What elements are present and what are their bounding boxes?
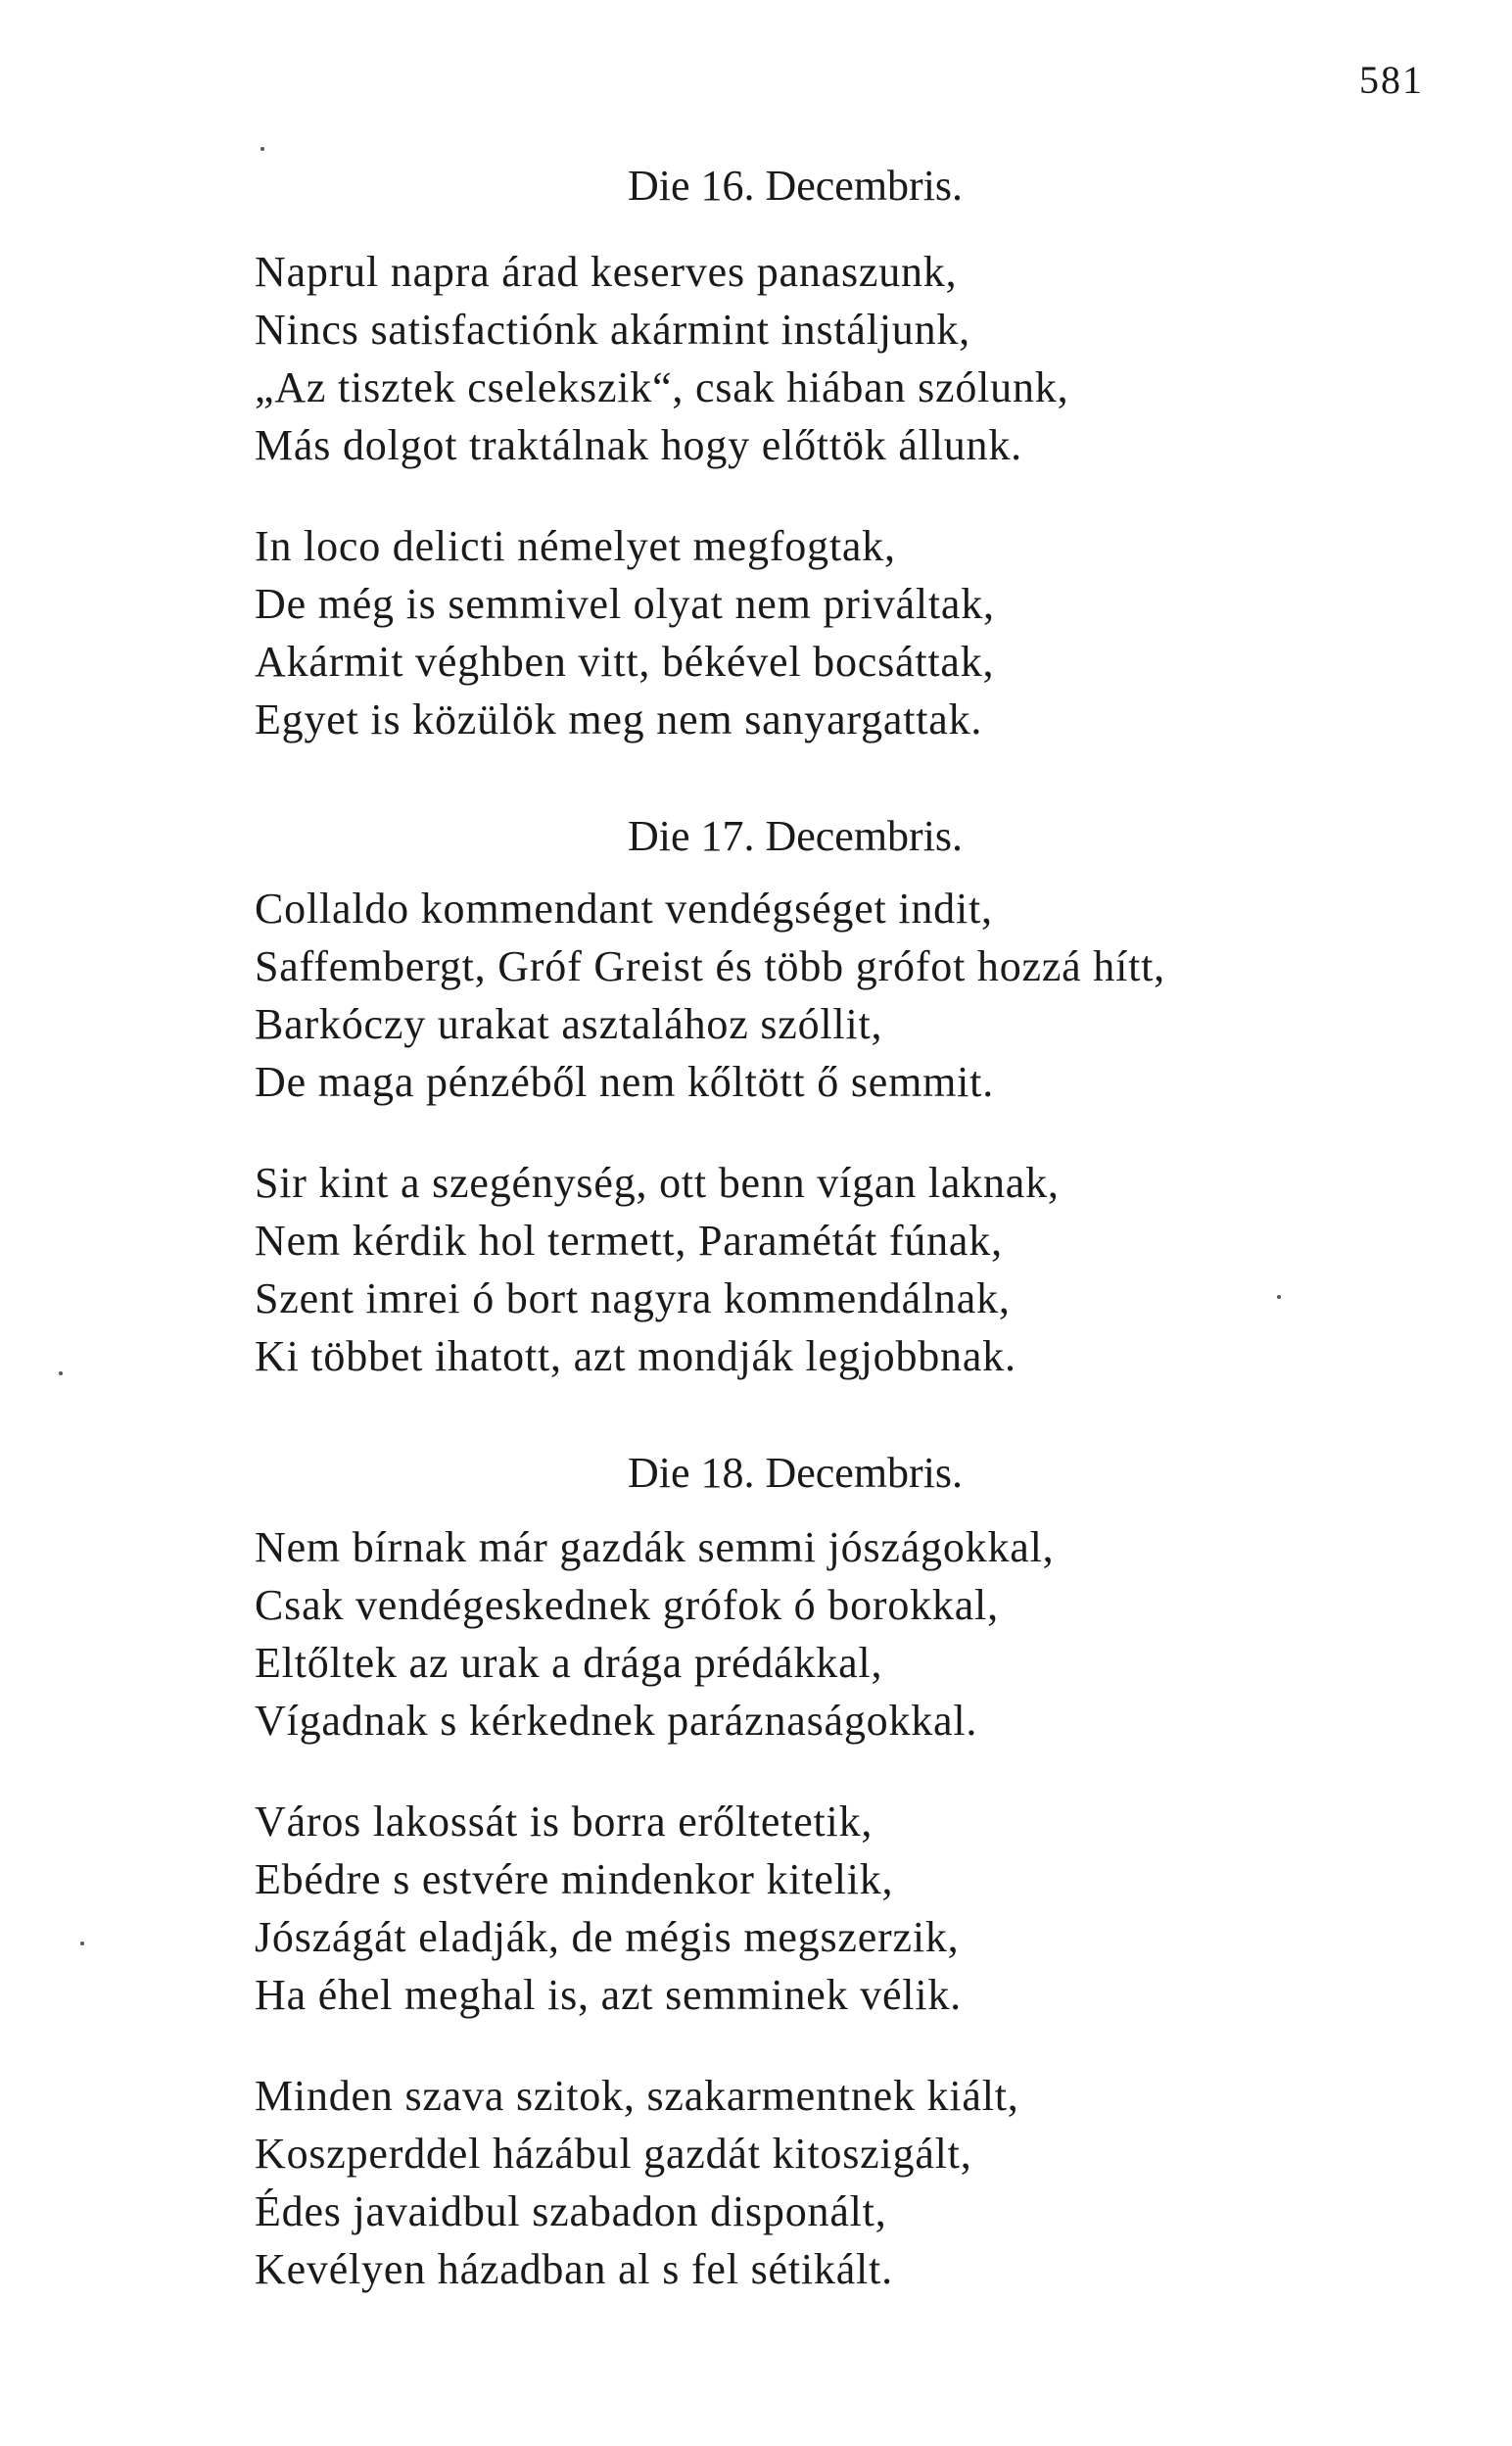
verse-line: Ha éhel meghal is, azt semminek vélik. (255, 1971, 962, 2019)
verse-line: Sir kint a szegénység, ott benn vígan laknak, (255, 1159, 1060, 1207)
verse-line: Más dolgot traktálnak hogy előttök állunk. (255, 421, 1022, 469)
verse-line: Nincs satisfactiónk akármint instáljunk, (255, 306, 970, 354)
verse-line: Naprul napra árad keserves panaszunk, (255, 248, 958, 296)
verse-line: Jószágát eladják, de mégis megszerzik, (255, 1913, 960, 1961)
verse-line: Város lakossát is borra erőltetetik, (255, 1798, 874, 1846)
verse-line: Eltőltek az urak a drága prédákkal, (255, 1639, 883, 1687)
verse-line: Akármit véghben vitt, békével bocsáttak, (255, 638, 995, 686)
verse-line: Ki többet ihatott, azt mondják legjobbnak. (255, 1332, 1016, 1380)
verse-line: Nem kérdik hol termett, Paramétát fúnak, (255, 1217, 1003, 1265)
scan-speck (80, 1942, 84, 1945)
stanza (255, 243, 1283, 474)
verse-line: „Az tisztek cselekszik“, csak hiában szólunk, (255, 363, 1069, 411)
stanza (255, 880, 1283, 1111)
stanza (255, 517, 1283, 748)
stanza (255, 1793, 1283, 2024)
verse-line: Szent imrei ó bort nagyra kommendálnak, (255, 1274, 1011, 1322)
verse-line: Barkóczy urakat asztalához szóllit, (255, 1000, 883, 1048)
stanza (255, 1154, 1283, 1385)
scan-speck (59, 1371, 63, 1375)
scan-speck (1277, 1295, 1281, 1299)
section-heading-dec-16: Die 16. Decembris. (627, 162, 964, 210)
section-heading-dec-17: Die 17. Decembris. (627, 812, 964, 860)
verse-line: De maga pénzéből nem kőltött ő semmit. (255, 1058, 995, 1106)
verse-line: Collaldo kommendant vendégséget indit, (255, 885, 993, 933)
verse-line: Minden szava szitok, szakarmentnek kiált, (255, 2072, 1019, 2120)
section-heading-dec-18: Die 18. Decembris. (627, 1449, 964, 1497)
verse-line: Koszperddel házábul gazdát kitoszigált, (255, 2130, 972, 2178)
verse-line: De még is semmivel olyat nem priváltak, (255, 580, 995, 628)
verse-line: Ebédre s estvére mindenkor kitelik, (255, 1855, 894, 1903)
verse-line: Kevélyen házadban al s fel sétikált. (255, 2245, 893, 2293)
verse-line: In loco delicti némelyet megfogtak, (255, 522, 896, 570)
verse-line: Egyet is közülök meg nem sanyargattak. (255, 695, 983, 743)
verse-line: Saffembergt, Gróf Greist és több grófot hozzá hítt, (255, 942, 1165, 990)
page-number: 581 (1359, 58, 1424, 102)
stanza (255, 1518, 1283, 1750)
verse-line: Vígadnak s kérkednek paráznaságokkal. (255, 1697, 978, 1745)
stanza (255, 2067, 1283, 2298)
verse-line: Nem bírnak már gazdák semmi jószágokkal, (255, 1523, 1055, 1571)
verse-line: Édes javaidbul szabadon disponált, (255, 2187, 887, 2235)
verse-line: Csak vendégeskednek grófok ó borokkal, (255, 1581, 999, 1629)
scan-speck (260, 147, 264, 151)
